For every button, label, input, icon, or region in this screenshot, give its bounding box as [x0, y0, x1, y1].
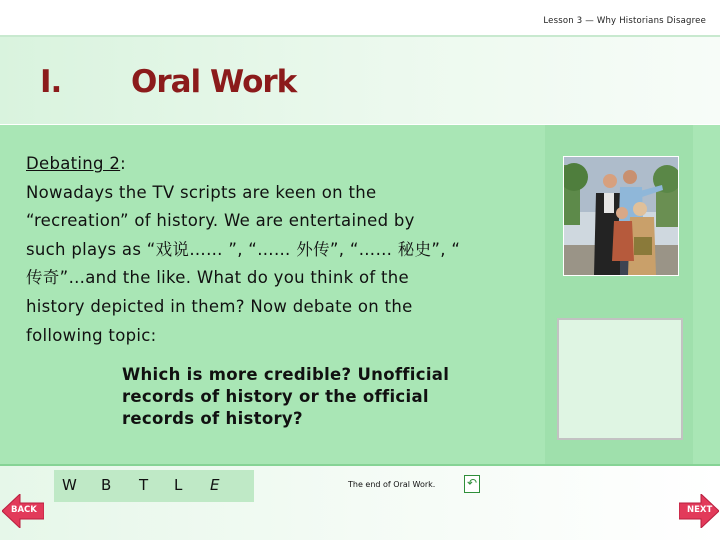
- back-button[interactable]: [2, 494, 44, 528]
- nav-letter-bar: [54, 470, 254, 502]
- section-title: Oral Work: [131, 64, 297, 100]
- text-line: “recreation” of history. We are entertained by: [26, 211, 415, 231]
- debate-question: [122, 364, 502, 430]
- nav-letter-e[interactable]: E: [210, 476, 220, 494]
- text-line: 传奇”…and the like. What do you think of the: [26, 268, 410, 288]
- lesson-title: Lesson 3 — Why Historians Disagree: [543, 16, 706, 26]
- return-icon[interactable]: ↶: [464, 475, 480, 493]
- question-line: records of history?: [122, 409, 303, 428]
- people-photo: [563, 156, 679, 276]
- debate-colon: :: [120, 154, 127, 173]
- debate-heading: [26, 150, 536, 179]
- text-line: history depicted in them? Now debate on the: [26, 296, 413, 316]
- question-line: records of history or the official: [122, 387, 429, 406]
- text-line: following topic:: [26, 325, 157, 345]
- section-number: I.: [40, 64, 62, 100]
- nav-letter-w[interactable]: W: [62, 476, 77, 494]
- debate-text: [26, 150, 536, 350]
- back-label: BACK: [11, 505, 37, 515]
- blank-box: [557, 318, 683, 440]
- nav-letter-t[interactable]: T: [139, 476, 149, 494]
- end-text: The end of Oral Work.: [348, 480, 436, 489]
- debate-label: Debating 2: [26, 154, 121, 173]
- nav-letter-b[interactable]: B: [101, 476, 112, 494]
- text-line: Nowadays the TV scripts are keen on the: [26, 182, 377, 202]
- footer-divider: [0, 464, 720, 466]
- people-illustration: [564, 157, 678, 275]
- question-line: Which is more credible? Unofficial: [122, 365, 450, 384]
- nav-letter-l[interactable]: L: [174, 476, 183, 494]
- header-band: [0, 36, 720, 124]
- header-divider: [0, 35, 720, 37]
- next-label: NEXT: [687, 505, 713, 515]
- text-line: such plays as “戏说…… ”, “…… 外传”, “…… 秘史”, “: [26, 239, 461, 259]
- next-button[interactable]: [679, 494, 719, 528]
